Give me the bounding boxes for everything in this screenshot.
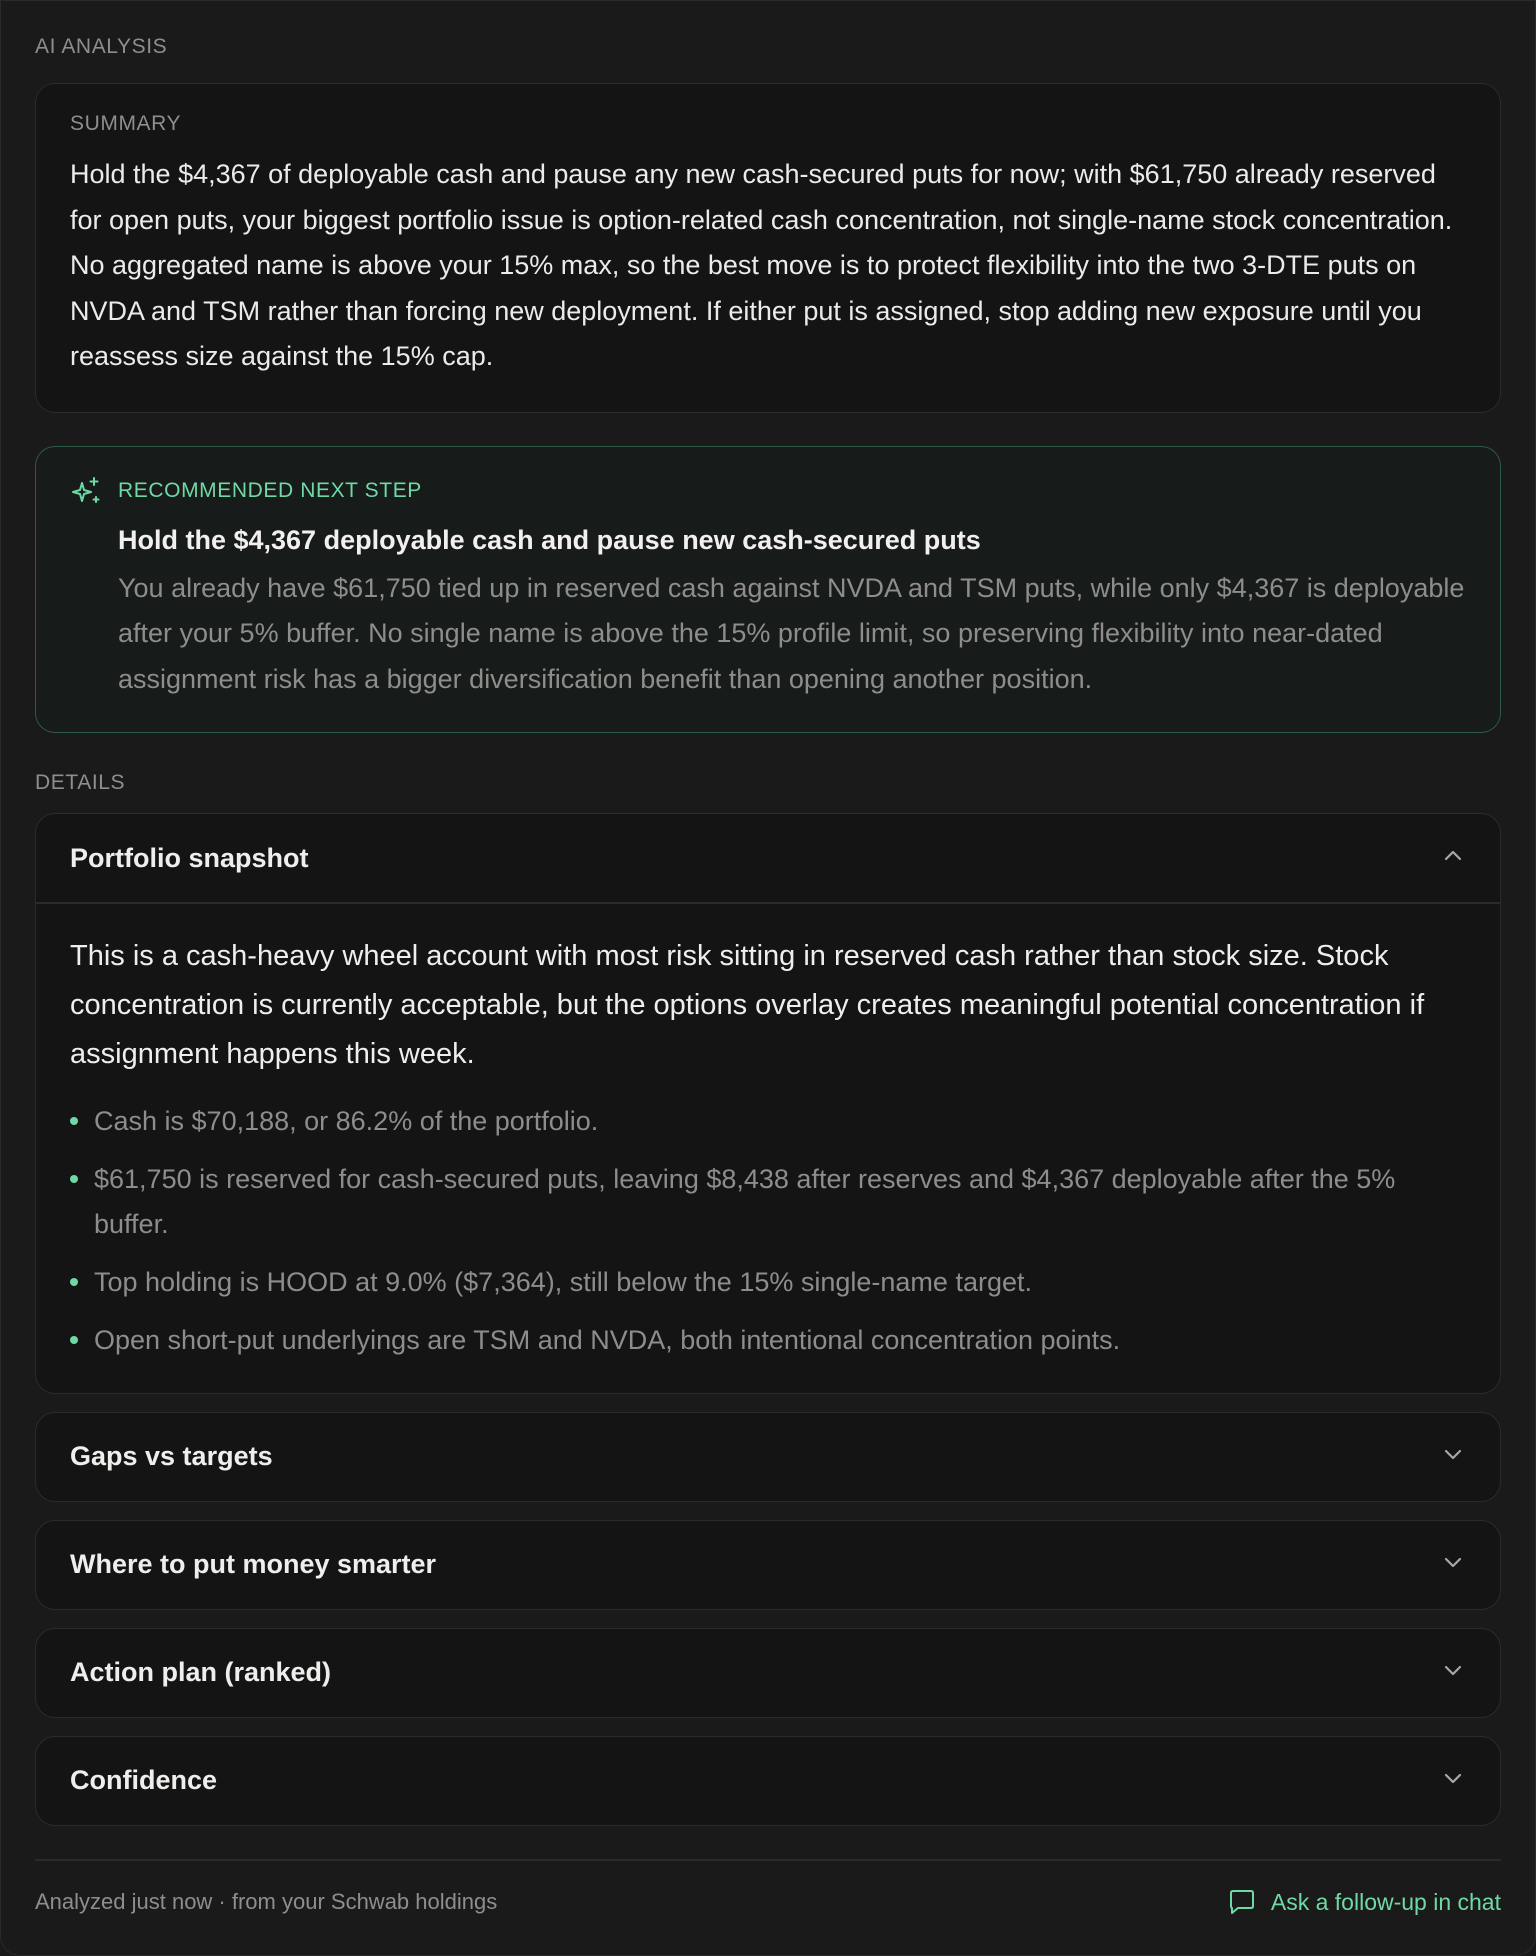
footer-divider	[35, 1859, 1501, 1861]
accordion-title: Gaps vs targets	[70, 1441, 273, 1471]
accordion-title: Portfolio snapshot	[70, 842, 309, 873]
footer	[35, 1887, 1501, 1917]
bullet-dot	[70, 1117, 78, 1125]
list-item: Open short-put underlyings are TSM and NVDA, both intentional concentration points.	[70, 1318, 1466, 1363]
recommendation-card	[35, 446, 1501, 734]
chevron-down-icon	[1440, 1549, 1466, 1580]
analysis-meta: Analyzed just now · from your Schwab holdings	[35, 1889, 498, 1914]
accordion-title: Confidence	[70, 1765, 218, 1795]
accordion-where-to-put-money[interactable]	[35, 1520, 1501, 1610]
accordion-portfolio-snapshot	[35, 813, 1501, 1394]
recommendation-label: RECOMMENDED NEXT STEP	[118, 478, 422, 502]
bullet-dot	[70, 1175, 78, 1183]
sparkles-icon	[70, 475, 102, 507]
follow-up-label: Ask a follow-up in chat	[1270, 1888, 1501, 1915]
chevron-down-icon	[1440, 1441, 1466, 1472]
ai-analysis-label: AI ANALYSIS	[35, 35, 168, 58]
recommendation-text: You already have $61,750 tied up in reserved cash against NVDA and TSM puts, while only $4,367 is deployable after your 5% buffer. No single name is above the 15% profile limit, so preserving flexibility into near-dated assignment risk has a bigger diversification benefit than opening another position.	[118, 572, 1465, 694]
snapshot-lead: This is a cash-heavy wheel account with most risk sitting in reserved cash rather than stock size. Stock concentration is currently acceptable, but the options overlay creates meaningful potential concentration if assignment happens this week.	[70, 939, 1425, 1070]
summary-label: SUMMARY	[70, 112, 182, 135]
accordion-header-portfolio-snapshot[interactable]	[36, 814, 1500, 902]
bullet-dot	[70, 1278, 78, 1286]
list-item: Cash is $70,188, or 86.2% of the portfolio.	[70, 1099, 1466, 1144]
chat-bubble-icon	[1227, 1887, 1257, 1917]
list-item: Top holding is HOOD at 9.0% ($7,364), still below the 15% single-name target.	[70, 1260, 1466, 1305]
recommendation-title: Hold the $4,367 deployable cash and pause new cash-secured puts	[118, 524, 981, 555]
follow-up-chat-link[interactable]	[1227, 1887, 1501, 1917]
bullet-dot	[70, 1336, 78, 1344]
list-item: $61,750 is reserved for cash-secured puts, leaving $8,438 after reserves and $4,367 deployable after the 5% buffer.	[70, 1157, 1466, 1247]
snapshot-bullets	[70, 1099, 1466, 1363]
accordion-title: Action plan (ranked)	[70, 1657, 332, 1687]
accordion-gaps-vs-targets[interactable]	[35, 1412, 1501, 1502]
accordion-confidence[interactable]	[35, 1736, 1501, 1826]
chevron-down-icon	[1440, 1765, 1466, 1796]
summary-text: Hold the $4,367 of deployable cash and pause any new cash-secured puts for now; with $61,750 already reserved for open puts, your biggest portfolio issue is option-related cash concentration, not single-name stock concentration. No aggregated name is above your 15% max, so the best move is to protect flexibility into the two 3-DTE puts on NVDA and TSM rather than forcing new deployment. If either put is assigned, stop adding new exposure until you reassess size against the 15% cap.	[70, 159, 1453, 371]
summary-card	[35, 83, 1501, 413]
accordion-title: Where to put money smarter	[70, 1549, 437, 1579]
details-label: DETAILS	[35, 771, 126, 794]
chevron-up-icon	[1440, 843, 1466, 874]
accordion-action-plan[interactable]	[35, 1628, 1501, 1718]
chevron-down-icon	[1440, 1657, 1466, 1688]
